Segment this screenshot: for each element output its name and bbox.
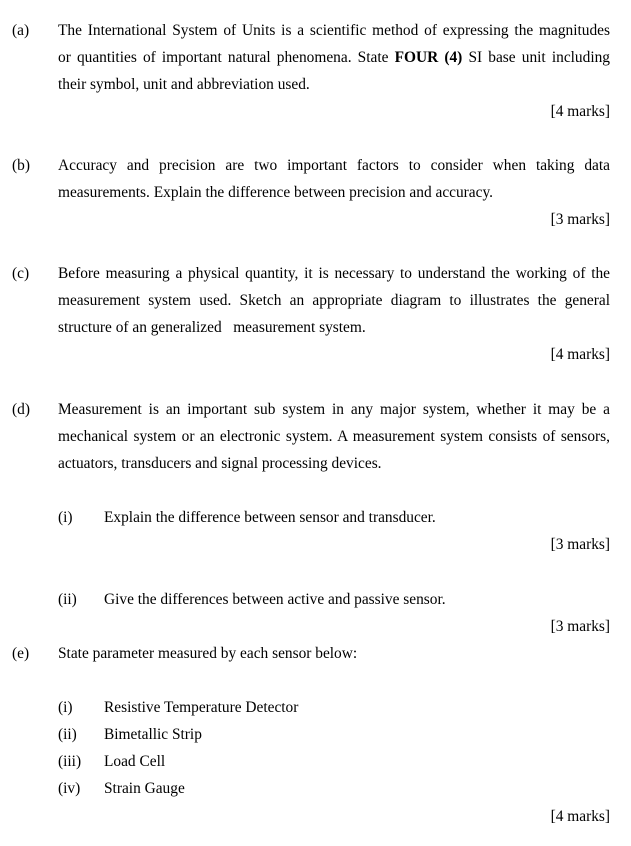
sensor-item-3-number: (iii): [58, 753, 82, 770]
sensor-item-1-text: Resistive Temperature Detector: [104, 699, 299, 716]
question-b-line-1: Accuracy and precision are two important factors to consider when taking data: [58, 157, 610, 174]
question-a-line-2-end: SI base unit including: [462, 49, 610, 66]
question-c-label: (c): [12, 265, 30, 282]
sensor-item-2-number: (ii): [58, 726, 77, 743]
question-a-marks: [4 marks]: [550, 103, 610, 120]
question-c-line-3: structure of an generalized measurement system.: [58, 319, 366, 336]
question-b-line-2: measurements. Explain the difference between precision and accuracy.: [58, 184, 494, 201]
question-c-line-1: Before measuring a physical quantity, it is necessary to understand the working of the: [58, 265, 610, 282]
question-e-line-1: State parameter measured by each sensor below:: [58, 645, 358, 662]
question-a-label: (a): [12, 22, 30, 39]
question-a-line-2-start: or quantities of important natural phenomena. State: [58, 49, 395, 66]
question-d-sub-1-number: (i): [58, 509, 73, 526]
question-d-line-1: Measurement is an important sub system in any major system, whether it may be a: [58, 401, 610, 418]
question-c-text: [58, 260, 610, 341]
question-a-emphasis: FOUR (4): [394, 49, 463, 66]
question-d-line-2: mechanical system or an electronic system. A measurement system consists of sensors,: [58, 428, 610, 445]
question-e-label: (e): [12, 645, 30, 662]
question-d-sub-1-text: Explain the difference between sensor and transducer.: [104, 509, 436, 526]
question-d-label: (d): [12, 401, 30, 418]
question-c-line-2: measurement system used. Sketch an appropriate diagram to illustrates the general: [58, 292, 610, 309]
question-d-sub-2-number: (ii): [58, 591, 77, 608]
sensor-item-4-number: (iv): [58, 780, 81, 797]
question-c-marks: [4 marks]: [550, 346, 610, 363]
question-d-sub-2-text: Give the differences between active and passive sensor.: [104, 591, 446, 608]
question-a-text: [58, 17, 610, 98]
question-a-line-1: The International System of Units is a scientific method of expressing the magnitudes: [58, 22, 610, 39]
question-d-sub-1-marks: [3 marks]: [550, 536, 610, 553]
sensor-item-2-text: Bimetallic Strip: [104, 726, 202, 743]
sensor-item-4-text: Strain Gauge: [104, 780, 185, 797]
sensor-item-1-number: (i): [58, 699, 73, 716]
question-e-text: [58, 640, 610, 667]
question-b-marks: [3 marks]: [550, 211, 610, 228]
question-d-line-3: actuators, transducers and signal processing devices.: [58, 455, 382, 472]
sensor-item-3-text: Load Cell: [104, 753, 166, 770]
question-a-line-3: their symbol, unit and abbreviation used.: [58, 76, 310, 93]
question-e-marks: [4 marks]: [550, 808, 610, 825]
question-a-line-2: [58, 44, 610, 71]
question-b-text: [58, 152, 610, 206]
question-b-label: (b): [12, 157, 30, 174]
question-d-text: [58, 396, 610, 477]
question-d-sub-2-marks: [3 marks]: [550, 618, 610, 635]
